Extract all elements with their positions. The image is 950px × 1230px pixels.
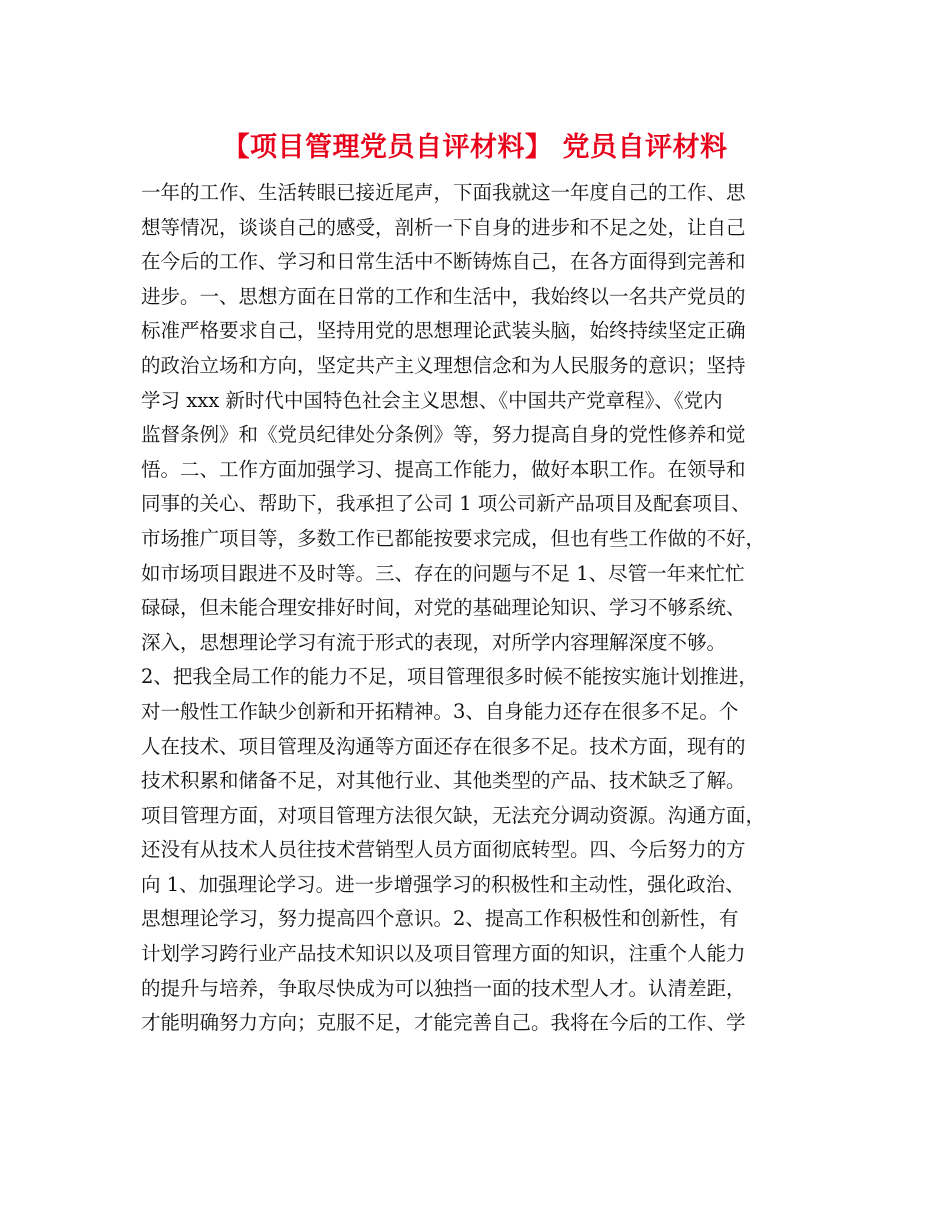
body-line: 如市场项目跟进不及时等。三、存在的问题与不足 1、尽管一年来忙忙 — [141, 561, 745, 585]
body-line: 人在技术、项目管理及沟通等方面还存在很多不足。技术方面，现有的 — [141, 734, 746, 758]
body-line: 项目管理方面，对项目管理方法很欠缺，无法充分调动资源。沟通方面， — [141, 803, 766, 827]
body-line: 悟。二、工作方面加强学习、提高工作能力，做好本职工作。在领导和 — [141, 457, 746, 481]
document-title: 【项目管理党员自评材料】 党员自评材料 — [222, 132, 728, 163]
body-line: 监督条例》和《党员纪律处分条例》等，努力提高自身的党性修养和觉 — [141, 423, 746, 447]
body-line: 在今后的工作、学习和日常生活中不断铸炼自己，在各方面得到完善和 — [141, 250, 746, 274]
body-line: 计划学习跨行业产品技术知识以及项目管理方面的知识，注重个人能力 — [141, 942, 746, 966]
body-line: 想等情况，谈谈自己的感受，剖析一下自身的进步和不足之处，让自己 — [141, 215, 746, 239]
body-line: 的提升与培养，争取尽快成为可以独挡一面的技术型人才。认清差距， — [141, 976, 746, 1000]
body-line: 的政治立场和方向，坚定共产主义理想信念和为人民服务的意识；坚持 — [141, 353, 746, 377]
body-line: 技术积累和储备不足，对其他行业、其他类型的产品、技术缺乏了解。 — [141, 769, 746, 793]
body-line: 学习 xxx 新时代中国特色社会主义思想、《中国共产党章程》、《党内 — [141, 388, 723, 412]
body-line: 标准严格要求自己，坚持用党的思想理论武装头脑，始终持续坚定正确 — [141, 319, 746, 343]
body-line: 同事的关心、帮助下，我承担了公司 1 项公司新产品项目及配套项目、 — [141, 492, 751, 516]
body-line: 深入，思想理论学习有流于形式的表现，对所学内容理解深度不够。 — [141, 630, 727, 654]
body-line: 还没有从技术人员往技术营销型人员方面彻底转型。四、今后努力的方 — [141, 838, 746, 862]
body-line: 一年的工作、生活转眼已接近尾声，下面我就这一年度自己的工作、思 — [141, 181, 746, 204]
body-line: 市场推广项目等，多数工作已都能按要求完成，但也有些工作做的不好， — [141, 526, 766, 550]
document-body — [141, 176, 831, 1041]
body-line: 碌碌，但未能合理安排好时间，对党的基础理论知识、学习不够系统、 — [141, 596, 746, 620]
body-line: 进步。一、思想方面在日常的工作和生活中，我始终以一名共产党员的 — [141, 284, 746, 308]
body-line: 2、把我全局工作的能力不足，项目管理很多时候不能按实施计划推进， — [141, 665, 758, 689]
body-line: 思想理论学习，努力提高四个意识。2、提高工作积极性和创新性，有 — [141, 907, 739, 931]
body-line: 向 1、加强理论学习。进一步增强学习的积极性和主动性，强化政治、 — [141, 872, 745, 896]
body-line: 才能明确努力方向；克服不足，才能完善自己。我将在今后的工作、学 — [141, 1011, 746, 1035]
body-line: 对一般性工作缺少创新和开拓精神。3、自身能力还存在很多不足。个 — [141, 699, 739, 723]
